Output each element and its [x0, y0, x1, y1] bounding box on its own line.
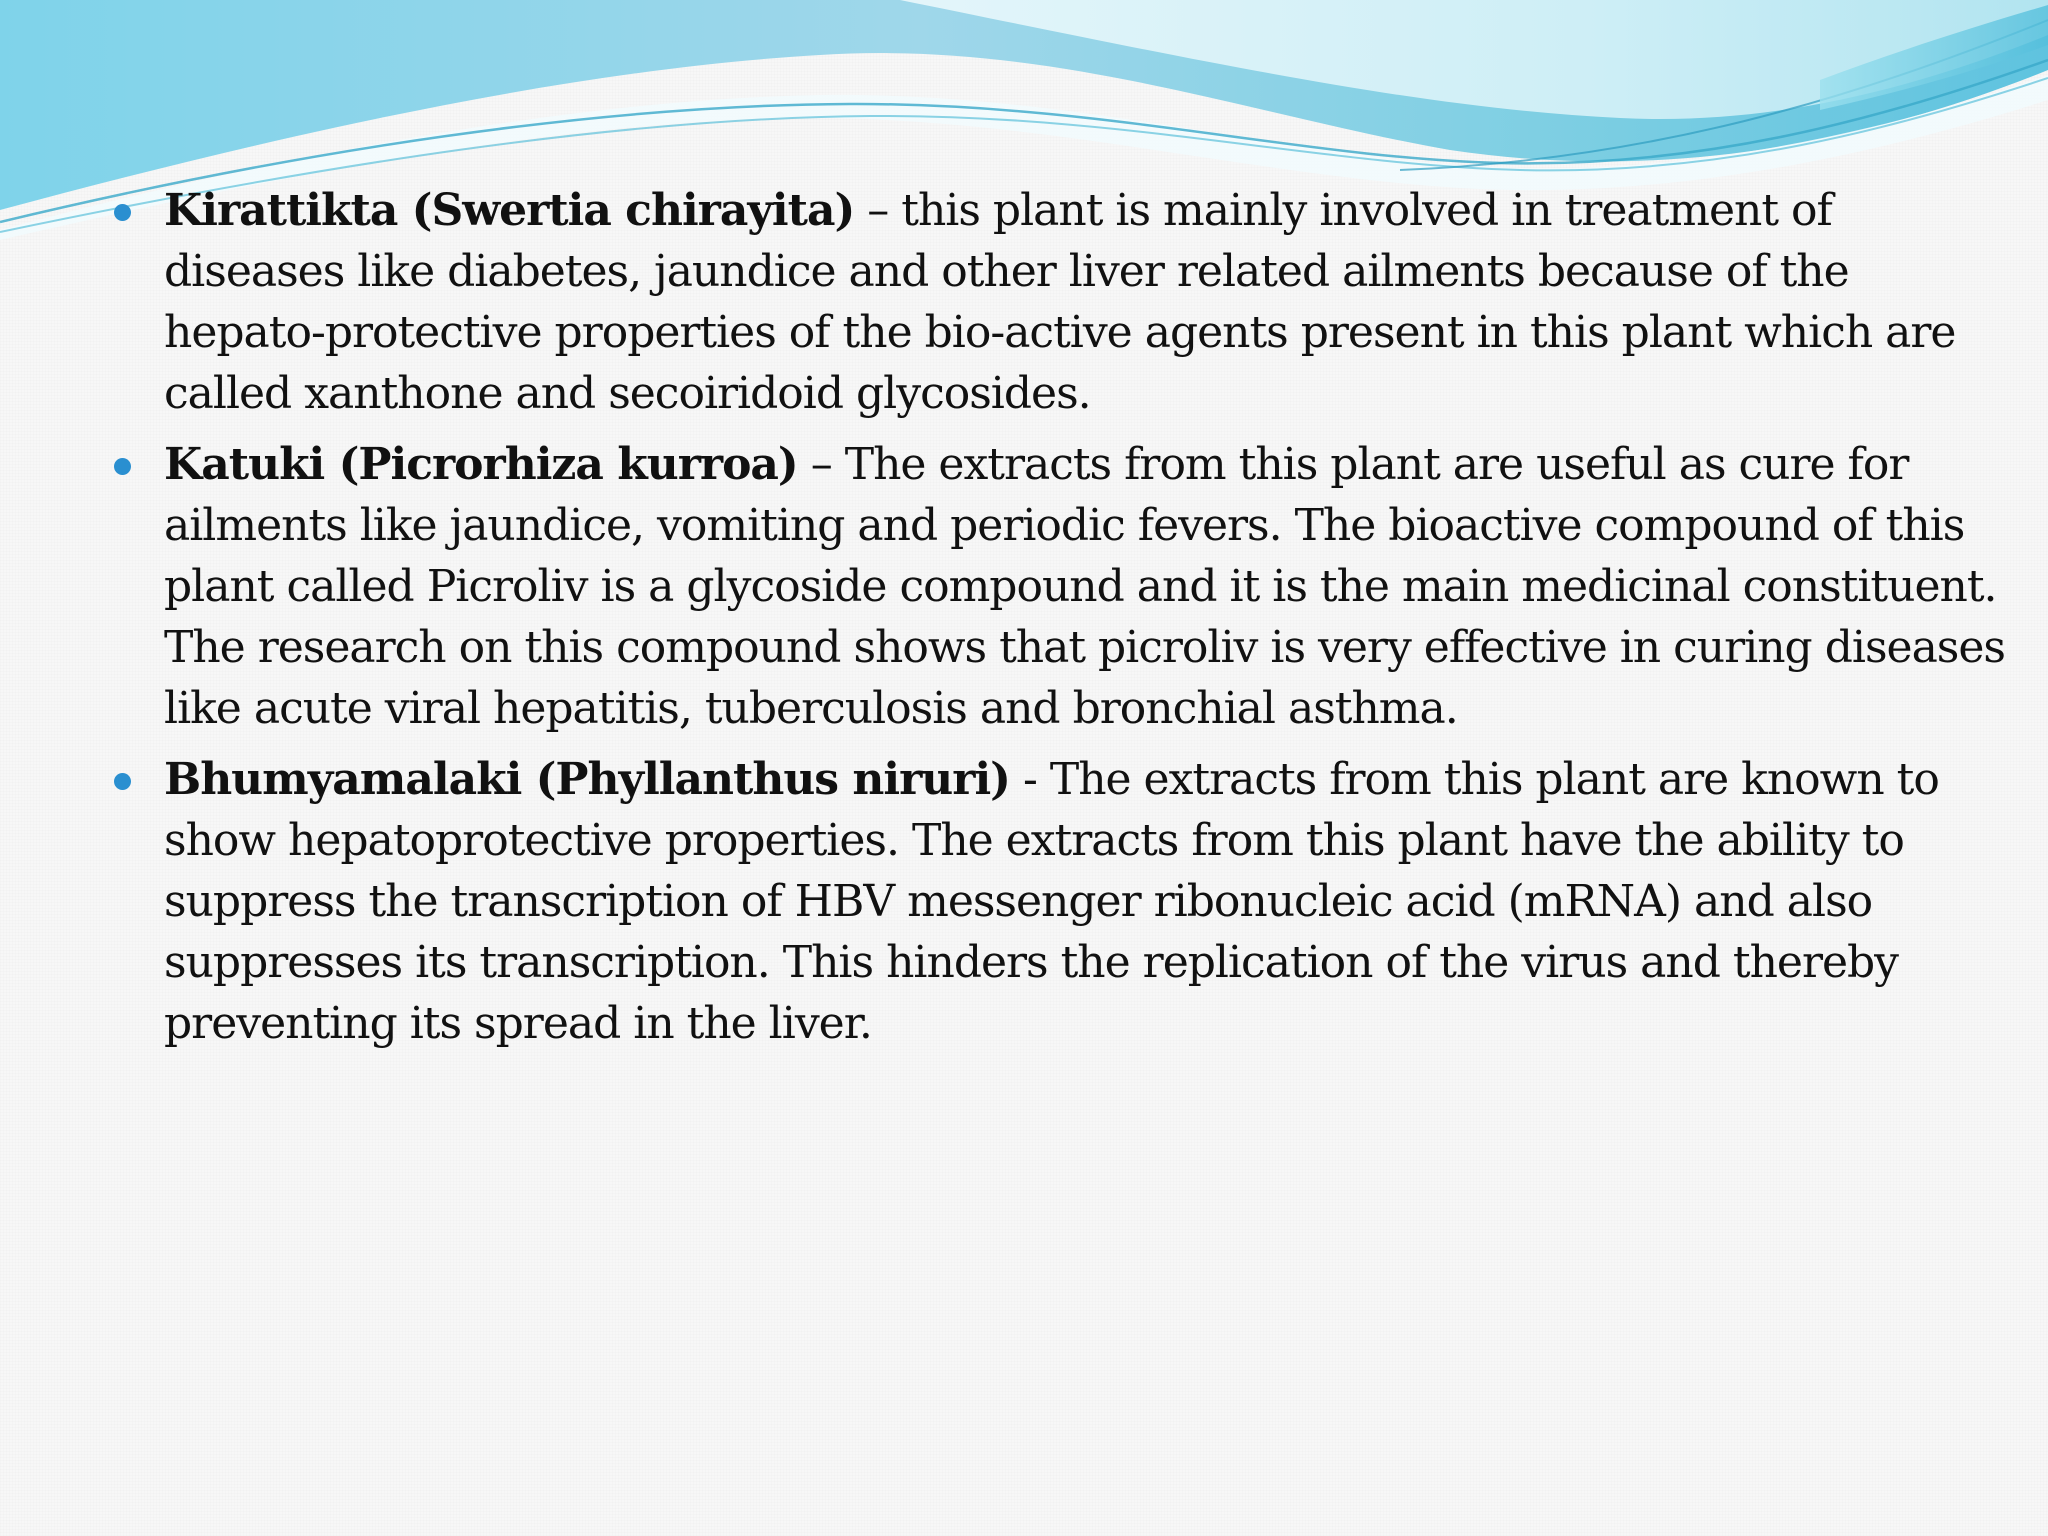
bullet-item-bhumyamalaki	[112, 749, 2022, 1054]
bullet-item-kirattikta	[112, 180, 2022, 424]
plant-description: – The extracts from this plant are useful as cure for ailments like jaundice, vomiting and periodic fevers. The bioactive compound of this plant called Picroliv is a glycoside compound and it is the main medicinal constituent. The research on this compound shows that picroliv is very effective in curing diseases like acute viral hepatitis, tuberculosis and bronchial asthma.	[164, 439, 2005, 734]
bullet-list	[112, 180, 2022, 1054]
plant-description: - The extracts from this plant are known to show hepatoprotective properties. The extracts from this plant have the ability to suppress the transcription of HBV messenger ribonucleic acid (mRNA) and also suppresses its transcription. This hinders the replication of the virus and thereby preventing its spread in the liver.	[164, 754, 1939, 1049]
plant-description: – this plant is mainly involved in treatment of diseases like diabetes, jaundice and other liver related ailments because of the hepato-protective properties of the bio-active agents present in this plant which are called xanthone and secoiridoid glycosides.	[164, 185, 1956, 419]
bullet-dot-icon	[114, 773, 131, 790]
bullet-item-katuki	[112, 434, 2022, 739]
bullet-dot-icon	[114, 204, 131, 221]
plant-term: Kirattikta (Swertia chirayita)	[164, 185, 855, 236]
plant-term: Bhumyamalaki (Phyllanthus niruri)	[164, 754, 1010, 805]
slide-content	[112, 180, 2022, 1064]
plant-term: Katuki (Picrorhiza kurroa)	[164, 439, 798, 490]
bullet-dot-icon	[114, 458, 131, 475]
